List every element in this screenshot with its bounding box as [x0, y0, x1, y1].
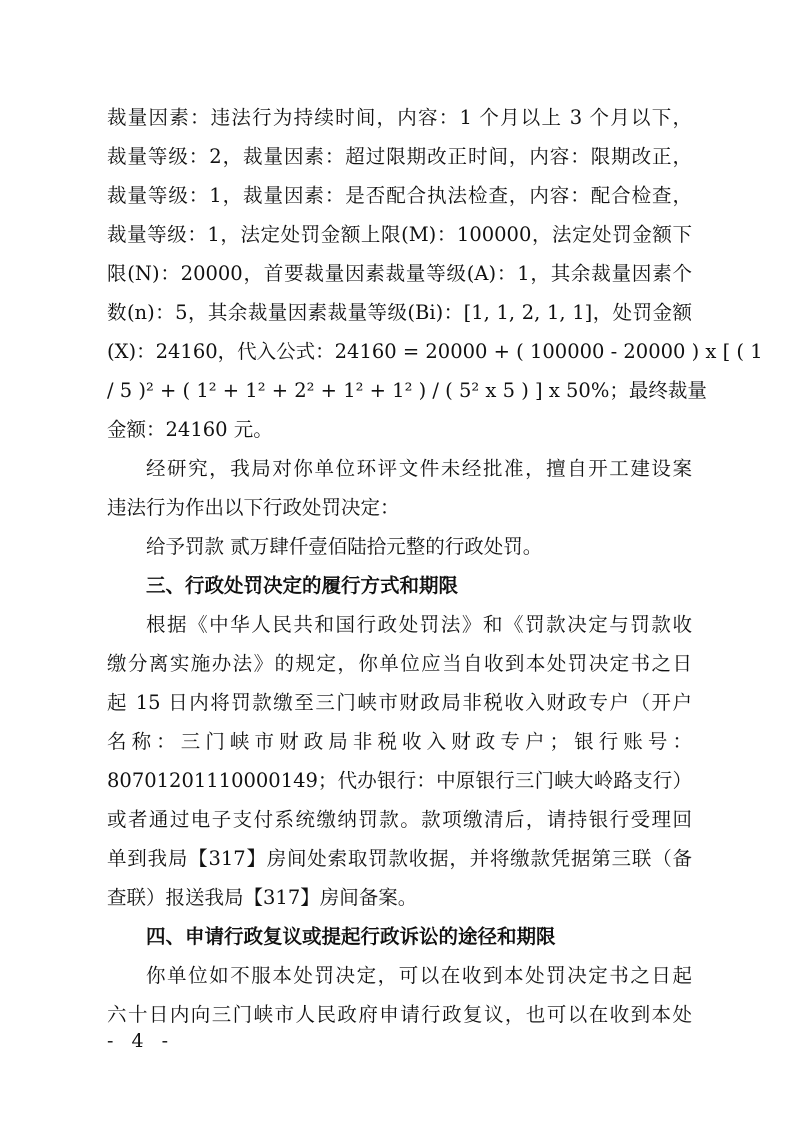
text-line: 裁量等级：1，法定处罚金额上限(M)：100000，法定处罚金额下: [107, 223, 692, 246]
section-heading: 四、申请行政复议或提起行政诉讼的途径和期限: [146, 925, 556, 948]
text-line: 违法行为作出以下行政处罚决定：: [107, 496, 400, 519]
text-line: 查联）报送我局【317】房间备案。: [107, 886, 418, 909]
text-line: 起 15 日内将罚款缴至三门峡市财政局非税收入财政专户（开户: [107, 691, 692, 714]
section-heading: 三、行政处罚决定的履行方式和期限: [146, 574, 459, 597]
text-line: 单到我局【317】房间处索取罚款收据，并将缴款凭据第三联（备: [107, 847, 692, 870]
text-line: 经研究，我局对你单位环评文件未经批准，擅自开工建设案: [146, 457, 692, 480]
text-line: 裁量等级：1，裁量因素：是否配合执法检查，内容：配合检查，: [107, 184, 692, 207]
text-line: (X)：24160，代入公式：24160 = 20000 + ( 100000 - 20000 ) x [ ( 1: [107, 340, 763, 363]
text-line: 限(N)：20000，首要裁量因素裁量等级(A)：1，其余裁量因素个: [107, 262, 692, 285]
text-line: 缴分离实施办法》的规定，你单位应当自收到本处罚决定书之日: [107, 652, 692, 675]
text-line: 六十日内向三门峡市人民政府申请行政复议，也可以在收到本处: [107, 1003, 692, 1026]
text-line: 80701201110000149；代办银行：中原银行三门峡大岭路支行）: [107, 769, 692, 792]
page-number: - 4 -: [107, 1030, 175, 1052]
text-line: 裁量因素：违法行为持续时间，内容：1 个月以上 3 个月以下，: [107, 106, 692, 129]
text-line: 数(n)：5，其余裁量因素裁量等级(Bi)：[1, 1, 2, 1, 1]，处罚金额: [107, 301, 692, 324]
text-line: 给予罚款 贰万肆仟壹佰陆拾元整的行政处罚。: [146, 535, 543, 558]
text-line: 根据《中华人民共和国行政处罚法》和《罚款决定与罚款收: [146, 613, 692, 636]
text-line: 你单位如不服本处罚决定，可以在收到本处罚决定书之日起: [146, 964, 692, 987]
text-line: 名称：三门峡市财政局非税收入财政专户；银行账号：: [107, 730, 692, 753]
text-line: 裁量等级：2，裁量因素：超过限期改正时间，内容：限期改正，: [107, 145, 692, 168]
text-line: / 5 )² + ( 1² + 1² + 2² + 1² + 1² ) / ( 5² x 5 ) ] x 50%；最终裁量: [107, 379, 707, 402]
text-line: 金额：24160 元。: [107, 418, 273, 441]
text-line: 或者通过电子支付系统缴纳罚款。款项缴清后，请持银行受理回: [107, 808, 692, 831]
